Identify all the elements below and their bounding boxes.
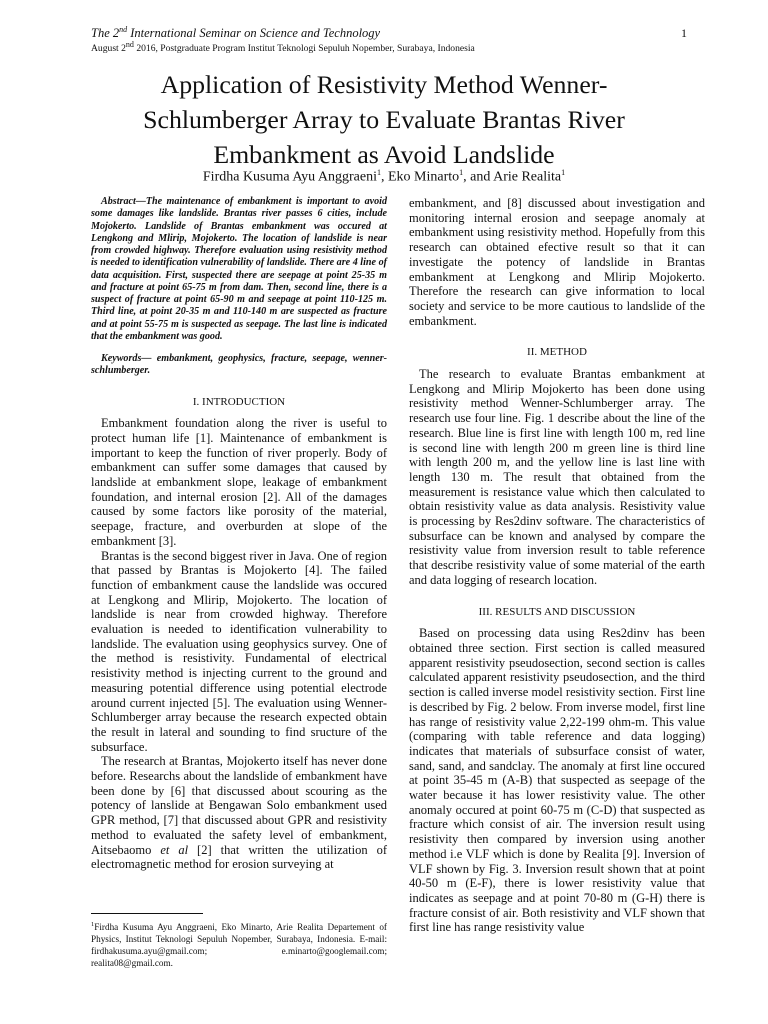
intro-paragraph: Brantas is the second biggest river in Java. One of region that passed by Brantas is Mojokerto [4]. The failed function of embankment cause the landslide was occured at Lengkong and Mlirip, Mojokerto. The location of landslide is near from crowded highway. Therefore evaluation is needed to identification vulnerability to landslide. The evaluation using geophysics survey. One of the method is resistivity. Fundamental of electrical resistivity method is injecting current to the ground and measuring potential difference using potential electrode around current injected [5]. The evaluation using Wenner-Schlumberger array because the research expected obtain the result in lateral and sounding to find sructure of the subsurface. — [91, 548, 387, 754]
left-column — [91, 196, 387, 872]
results-paragraph: Based on processing data using Res2dinv has been obtained three section. First section is called measured apparent resistivity pseudosection, second section is calles calculated apparent resistivity pseudosection, and the third section is called inverse model resistivity section. First line is described by Fig. 2 below. From inverse model, first line has range of resistivity value 2,22-199 ohm-m. This value (comparing with table reference and data logging) indicates that materials of subsurface consist of water, sand, sand, and sandclay. The anomaly at first line occured at point 35-45 m (A-B) that suspected as seepage of the water because it has lower resistivity value. The other anomaly occured at point 60-75 m (C-D) that suspected as fracture which consist of air. The inversion result using resistivity then compared by inversion using another method i.e VLF which is done by Realita [9]. Inversion of VLF shown by Fig. 3. Inversion result shown that at point 40-50 m (E-F), there is lower resistivity value that indicates as seepage and at point 70-80 m (G-H) there is fracture consist of air. Both resistivity and VLF shown that first line has range resistivity value — [409, 626, 705, 935]
method-paragraph: The research to evaluate Brantas embankment at Lengkong and Mlirip Mojokerto has been done using resistivity method Wenner-Schlumberger array. The research use four line. Fig. 1 describe about the line of the research. Blue line is first line with length 100 m, red line is second line with length 200 m green line is third line with length 200 m, and the yellow line is last line with length 130 m. The result that obtained from the measurement is resistance value which then calculated to obtain resistivity value as data analysis. Resistivity value is processing by Res2dinv software. The characteristics of subsurface can be known and analysed by compare the resistivity value from inversion result to table reference that describe resistivity value of some material of the earth and data logging of research location. — [409, 367, 705, 587]
intro-paragraph: The research at Brantas, Mojokerto itself has never done before. Researchs about the landslide of embankment have been done by [6] that discussed about scouring as the potency of lanslide at Bengawan Solo embankment used GPR method, [7] that discussed about GPR and resistivity method to evaluated the safety level of embankment, Aitsebaomo et al [2] that written the utilization of electromagnetic method for erosion surveying at — [91, 754, 387, 872]
author-footnote: $^1$Firdha Kusuma Ayu Anggraeni, Eko Minarto, Arie Realita Departement of Physics, Institut Teknologi Sepuluh Nopember, Surabaya, Indonesia. E-mail: firdhakusuma.ayu@gmail.com; e.minarto@googlemail.com; realita08@gmail.com. — [91, 921, 387, 969]
conference-name: The 2nd International Seminar on Science and Technology — [91, 25, 381, 41]
conference-date-venue: August 2nd 2016, Postgraduate Program Institut Teknologi Sepuluh Nopember, Surabaya, Indonesia — [91, 40, 475, 55]
abstract: Abstract—The maintenance of embankment is important to avoid some damages like landslide. Brantas river passes 6 cities, include Mojokerto. Landslide of Brantas embankment was occured at Lengkong and Mlirip, Mojokerto. The location of landslide is near from crowded highway. Therefore evaluation using resistivity method is needed to identification vulnerability of landslide. There are 4 line of data acquisition. First, suspected there are seepage at point 25-35 m and fracture at point 65-75 m from dam. Then, second line, there is a suspect of fracture at point 65-90 m and seepage at point 110-125 m. Third line, at point 20-35 m and 110-140 m are suspected as fracture and at point 55-75 m is suspected as seepage. The last line is indicated that the embankment was good. — [91, 196, 387, 342]
page-number: 1 — [681, 26, 687, 40]
right-column — [409, 196, 705, 935]
footnote-divider — [91, 913, 203, 914]
author-list: Firdha Kusuma Ayu Anggraeni$^1$, Eko Minarto$^1$, and Arie Realita$^1$ — [202, 168, 566, 185]
section-heading-introduction: I. INTRODUCTION — [192, 395, 286, 408]
intro-paragraph-continued: embankment, and [8] discussed about investigation and monitoring internal erosion and seepage anomaly at embankment using resistivity method. Hopefully from this research can obtained efective result so that it can investigate the potency of landslide in Brantas embankment at Lengkong and Mlirip Mojokerto. Therefore the research can give information to local society and service to be more cautious to landslide of the embankment. — [409, 196, 705, 328]
section-heading-results: III. RESULTS AND DISCUSSION — [478, 605, 636, 618]
intro-paragraph: Embankment foundation along the river is useful to protect human life [1]. Maintenance of embankment is important to keep the function of river properly. Body of embankment can suffer some damages that caused by landslide at embankment slope, leakage of embankment foundation, and internal erosion [2]. All of the damages caused by some factors like porosity of the material, seepage, fracture, and overburden at slope of the embankment [3]. — [91, 416, 387, 548]
section-heading-method: II. METHOD — [527, 346, 587, 359]
paper-title: Application of Resistivity Method Wenner- Schlumberger Array to Evaluate Brantas River Embankment as Avoid Landslide — [143, 70, 625, 169]
keywords: Keywords— embankment, geophysics, fracture, seepage, wenner-schlumberger. — [91, 353, 387, 377]
